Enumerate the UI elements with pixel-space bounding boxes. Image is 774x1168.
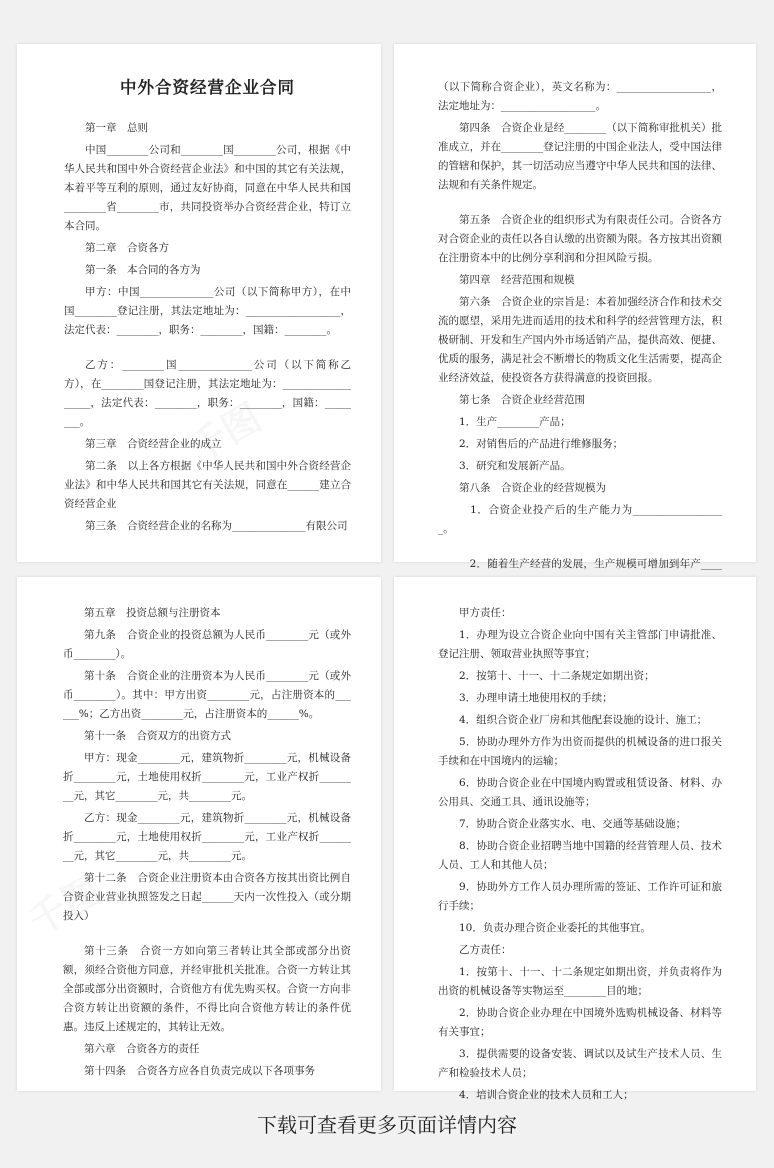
paragraph: 1．合资企业投产后的生产能力为__________________。 bbox=[438, 504, 722, 535]
paragraph: 第五章 投资总额与注册资本 bbox=[84, 607, 221, 619]
paragraph: 第九条 合资企业的投资总额为人民币________元（或外币________）。 bbox=[63, 629, 351, 660]
page-body bbox=[438, 604, 722, 1105]
paragraph: 第六条 合资企业的宗旨是：本着加强经济合作和技术交流的愿望，采用先进而适用的技术和科学的经营管理方法，积极研制、开发和生产国内外市场适销产品，提供高效、便捷、优质的服务，满足社会不断增长的物质文化生活需要，提高企业经济效益，使投资各方获得满意的投资回报。 bbox=[438, 296, 722, 384]
document-title: 中外合资经营企业合同 bbox=[120, 78, 295, 97]
paragraph: 1．生产________产品； bbox=[459, 416, 571, 428]
paragraph: 第三章 合资经营企业的成立 bbox=[85, 438, 222, 450]
document-page-2 bbox=[394, 44, 756, 570]
paragraph-spacer bbox=[63, 929, 351, 942]
paragraph: 第四章 经营范围和规模 bbox=[459, 274, 575, 286]
paragraph: 第二章 合资各方 bbox=[85, 242, 169, 254]
paragraph: 7．协助合资企业落实水、电、交通等基础设施； bbox=[459, 818, 687, 830]
paragraph: 第四条 合资企业是经________（以下简称审批机关）批准成立，并在________登记注册的中国企业法人，受中国法律的管辖和保护，其一切活动应当遵守中华人民共和国的法律、法规和有关条件规定。 bbox=[438, 122, 722, 191]
paragraph: 第八条 合资企业的经营规模为 bbox=[459, 482, 606, 494]
paragraph: 2．对销售后的产品进行维修服务； bbox=[459, 438, 624, 450]
paragraph: 第七条 合资企业经营范围 bbox=[459, 394, 585, 406]
paragraph: 4．培训合资企业的技术人员和工人； bbox=[459, 1089, 634, 1101]
paragraph: 1．按第十、十一、十二条规定如期出资，并负责将作为出资的机械设备等实物运至________目的地； bbox=[438, 966, 722, 997]
document-page-4 bbox=[394, 577, 756, 1101]
paragraph: 第十二条 合资企业注册资本由合资各方按其出资比例自合资企业营业执照签发之日起______天内一次性投入（或分期投入） bbox=[63, 872, 351, 922]
paragraph: 第三条 合资经营企业的名称为______________有限公司 bbox=[85, 520, 348, 532]
paragraph: 甲方：现金________元，建筑物折________元，机械设备折________元，土地使用权折________元，工业产权折________元，其它________元，共________元。 bbox=[63, 752, 351, 802]
paragraph: 3．研究和发展新产品。 bbox=[459, 460, 571, 472]
paragraph: 甲方：中国______________公司（以下简称甲方），在中国________登记注册，其法定地址为：__________________，法定代表：________，职务：________，国籍：________。 bbox=[64, 286, 351, 336]
paragraph: 中国________公司和________国________公司，根据《中华人民共和国中外合资经营企业法》和中国的其它有关法规，本着平等互利的原则，通过友好协商，同意在中华人民共和国________省________市，共同投资举办合资经营企业，特订立本合同。 bbox=[64, 144, 351, 232]
page-body bbox=[63, 604, 351, 1081]
paragraph: （以下简称合资企业），英文名称为：__________________，法定地址为：__________________。 bbox=[438, 81, 722, 112]
paragraph: 5．协助办理外方作为出资而提供的机械设备的进口报关手续和在中国境内的运输； bbox=[438, 736, 722, 767]
paragraph: 乙方责任： bbox=[459, 944, 512, 956]
paragraph-spacer bbox=[64, 343, 351, 356]
paragraph: 第一章 总则 bbox=[85, 122, 148, 134]
document-page-1 bbox=[17, 44, 381, 562]
paragraph: 3．办理申请土地使用权的手续； bbox=[459, 692, 613, 704]
paragraph-spacer bbox=[438, 542, 722, 555]
paragraph: 3．提供需要的设备安装、调试以及试生产技术人员、生产和检验技术人员； bbox=[438, 1048, 722, 1079]
paragraph: 乙方：现金________元，建筑物折________元，机械设备折________元，土地使用权折________元，工业产权折________元，其它________元，共________元。 bbox=[63, 812, 351, 862]
paragraph: 第十三条 合资一方如向第三者转让其全部或部分出资额，须经合资他方同意，并经审批机关批准。合资一方转让其全部或部分出资额时，合资他方有优先购买权。合资一方向非合资方转让出资额的条件，不得比向合资他方转让的条件优惠。违反上述规定的，其转让无效。 bbox=[63, 945, 351, 1033]
paragraph: 1．办理为设立合资企业向中国有关主管部门申请批准、登记注册、领取营业执照等事宜； bbox=[438, 629, 722, 660]
paragraph: 第十条 合资企业的注册资本为人民币________元（或外币________）。其中：甲方出资________元，占注册资本的______%；乙方出资________元，占注册资本的______%。 bbox=[63, 670, 351, 720]
paragraph: 乙方：________国______________公司（以下简称乙方），在________国登记注册，其法定地址为：__________________，法定代表：________，职务：________，国籍：________。 bbox=[64, 359, 351, 428]
document-page-3 bbox=[17, 577, 381, 1091]
paragraph: 6．协助合资企业在中国境内购置或租赁设备、材料、办公用具、交通工具、通讯设施等； bbox=[438, 777, 722, 808]
paragraph: 第二条 以上各方根据《中华人民共和国中外合资经营企业法》和中华人民共和国其它有关法规，同意在______建立合资经营企业 bbox=[64, 460, 351, 510]
page-body bbox=[64, 119, 351, 536]
paragraph: 9．协助外方工作人员办理所需的签证、工作许可证和旅行手续； bbox=[438, 881, 722, 912]
paragraph: 2．协助合资企业办理在中国境外选购机械设备、材料等有关事宜； bbox=[438, 1007, 722, 1038]
paragraph: 第六章 合资各方的责任 bbox=[84, 1043, 200, 1055]
paragraph-spacer bbox=[438, 198, 722, 211]
paragraph: 第一条 本合同的各方为 bbox=[85, 264, 201, 276]
paragraph: 甲方责任： bbox=[459, 607, 512, 619]
paragraph: 第十四条 合资各方应各自负责完成以下各项事务 bbox=[84, 1065, 315, 1077]
paragraph: 第五条 合资企业的组织形式为有限责任公司。合资各方对合资企业的责任以各自认缴的出资额为限。各方按其出资额在注册资本中的比例分享利润和分担风险亏损。 bbox=[438, 214, 722, 264]
paragraph: 2．随着生产经营的发展，生产规模可增加到年产____ bbox=[469, 558, 722, 570]
paragraph: 8．协助合资企业招聘当地中国籍的经营管理人员、技术人员、工人和其他人员； bbox=[438, 840, 722, 871]
paragraph: 4．组织合资企业厂房和其他配套设施的设计、施工； bbox=[459, 714, 708, 726]
page-body bbox=[438, 78, 722, 593]
paragraph: 第十一条 合资双方的出资方式 bbox=[84, 730, 231, 742]
paragraph: 10．负责办理合资企业委托的其他事宜。 bbox=[459, 922, 651, 934]
paragraph: 2．按第十、十一、十二条规定如期出资； bbox=[459, 670, 655, 682]
more-pages-caption: 下载可查看更多页面详情内容 bbox=[257, 1113, 517, 1137]
